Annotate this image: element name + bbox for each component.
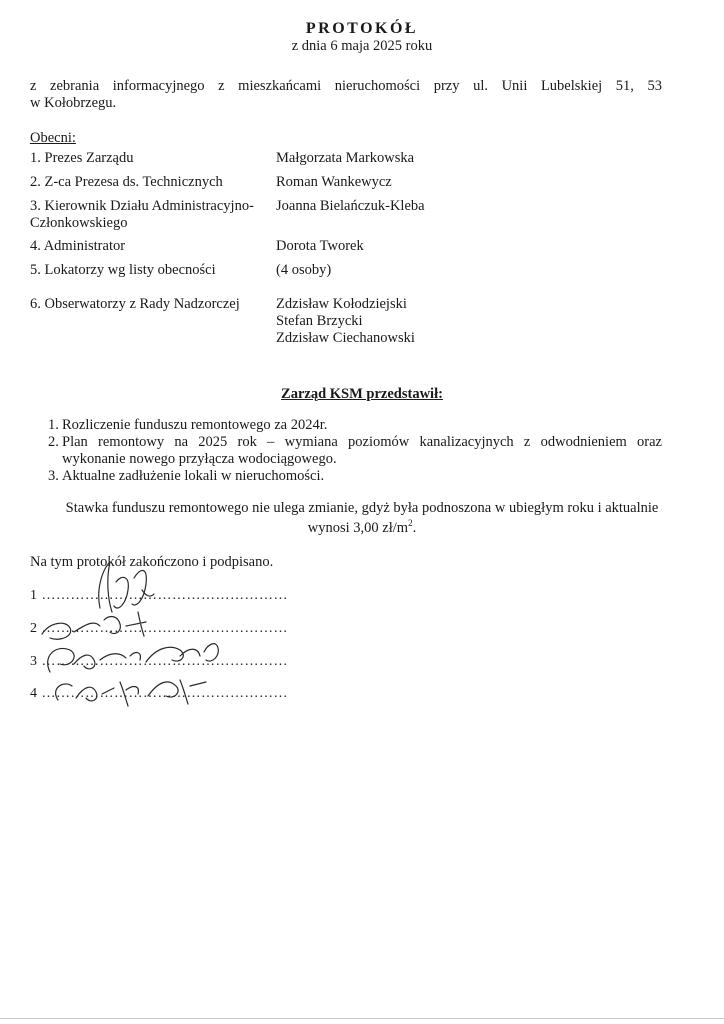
signature-1 <box>99 562 154 612</box>
rate-value-text: wynosi 3,00 zł/m <box>307 519 409 536</box>
attendee-role: 5. Lokatorzy wg listy obecności <box>30 262 216 278</box>
attendee-name: Joanna Bielańczuk-Kleba <box>276 198 425 214</box>
rate-statement: Stawka funduszu remontowego nie ulega zmianie, gdyż była podnoszona w ubiegłym roku i aktualnie <box>65 500 659 516</box>
attendee-role: 3. Kierownik Działu Administracyjno- <box>30 198 254 214</box>
list-number: 1. <box>48 417 59 433</box>
attendee-name: Dorota Tworek <box>276 238 364 254</box>
attendee-role: 2. Z-ca Prezesa ds. Technicznych <box>30 174 223 190</box>
rate-value-suffix: . <box>412 519 417 536</box>
list-item: Rozliczenie funduszu remontowego za 2024r. <box>62 417 328 433</box>
list-item-continued: wykonanie nowego przyłącza wodociągowego. <box>62 451 337 467</box>
attendee-name: (4 osoby) <box>276 262 332 278</box>
list-number: 2. <box>48 434 59 450</box>
attendance-heading: Obecni: <box>30 130 76 146</box>
intro-line-1: z zebrania informacyjnego z mieszkańcami nieruchomości przy ul. Unii Lubelskiej 51, 53 <box>30 78 662 94</box>
bottom-divider <box>0 1018 724 1019</box>
signature-3 <box>48 644 219 672</box>
attendee-name: Małgorzata Markowska <box>276 150 415 166</box>
attendee-role-continued: Członkowskiego <box>30 215 128 231</box>
signature-line: 3 …………………………………………… <box>30 654 288 669</box>
signature-line: 2 …………………………………………… <box>30 621 288 636</box>
signature-4 <box>56 680 206 706</box>
attendee-name: Roman Wankewycz <box>276 174 392 190</box>
attendee-role: 6. Obserwatorzy z Rady Nadzorczej <box>30 296 240 312</box>
document-date: z dnia 6 maja 2025 roku <box>291 38 433 54</box>
attendee-name: Stefan Brzycki <box>276 313 363 329</box>
rate-value <box>0 518 724 537</box>
attendee-role: 4. Administrator <box>30 238 126 254</box>
signature-line: 4 …………………………………………… <box>30 686 288 701</box>
document-title: PROTOKÓŁ <box>305 20 419 37</box>
handwritten-signatures <box>30 560 290 720</box>
intro-line-2: w Kołobrzegu. <box>30 95 117 111</box>
attendee-role: 1. Prezes Zarządu <box>30 150 134 166</box>
attendee-name: Zdzisław Ciechanowski <box>276 330 415 346</box>
attendee-name: Zdzisław Kołodziejski <box>276 296 407 312</box>
rate-value-exponent: 2 <box>408 518 413 528</box>
board-heading: Zarząd KSM przedstawił: <box>281 386 443 402</box>
signature-2 <box>42 612 146 639</box>
signature-line: 1 …………………………………………… <box>30 588 288 603</box>
list-item: Plan remontowy na 2025 rok – wymiana poziomów kanalizacyjnych z odwodnieniem oraz <box>62 434 662 450</box>
list-number: 3. <box>48 468 59 484</box>
list-item: Aktualne zadłużenie lokali w nieruchomości. <box>62 468 325 484</box>
closing-statement: Na tym protokół zakończono i podpisano. <box>30 554 274 570</box>
